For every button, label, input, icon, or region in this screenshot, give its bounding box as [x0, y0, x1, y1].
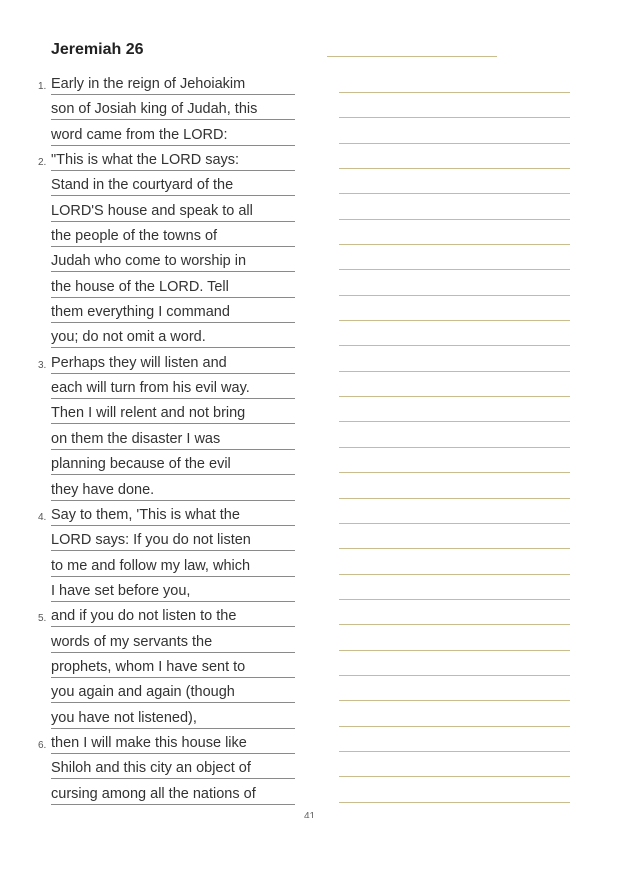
writing-line: [339, 454, 570, 479]
verse-line: [0, 708, 310, 733]
writing-line: [339, 302, 570, 327]
page-title: Jeremiah 26: [51, 41, 144, 58]
verse-line: [0, 150, 310, 175]
verse-line-text: to me and follow my law, which: [51, 557, 295, 577]
verse-line: [0, 682, 310, 707]
verse-line: [0, 758, 310, 783]
writing-line: [339, 758, 570, 783]
verse-line: [0, 99, 310, 124]
verse-line-text: "This is what the LORD says:: [51, 151, 295, 171]
verse-line: [0, 733, 310, 758]
writing-line: [339, 556, 570, 581]
verse-line-text: LORD'S house and speak to all: [51, 202, 295, 222]
title-writing-line: [327, 56, 497, 57]
writing-line: [339, 632, 570, 657]
verse-number: 3.: [38, 359, 47, 371]
verse-line-text: them everything I command: [51, 303, 295, 323]
writing-line: [339, 530, 570, 555]
verse-line: [0, 556, 310, 581]
verse-line-text: the house of the LORD. Tell: [51, 278, 295, 298]
verse-number: 6.: [38, 739, 47, 751]
verse-line-text: they have done.: [51, 481, 295, 501]
writing-practice-column: [339, 74, 570, 809]
verse-number: 1.: [38, 81, 47, 92]
verse-line: [0, 226, 310, 251]
writing-line: [339, 429, 570, 454]
writing-line: [339, 327, 570, 352]
writing-line: [339, 277, 570, 302]
writing-line: [339, 201, 570, 226]
verse-line: [0, 606, 310, 631]
writing-line: [339, 150, 570, 175]
verse-number: 4.: [38, 511, 47, 523]
verse-line-text: planning because of the evil: [51, 455, 295, 475]
writing-line: [339, 480, 570, 505]
writing-line: [339, 226, 570, 251]
verse-line: [0, 581, 310, 606]
verse-line-text: word came from the LORD:: [51, 126, 295, 146]
writing-line: [339, 403, 570, 428]
verse-line-text: Perhaps they will listen and: [51, 354, 295, 374]
verse-line: [0, 327, 310, 352]
verse-line: [0, 784, 310, 809]
verse-line: [0, 125, 310, 150]
writing-line: [339, 708, 570, 733]
verse-text-column: [0, 74, 310, 809]
verse-line: [0, 277, 310, 302]
writing-line: [339, 74, 570, 99]
verse-line-text: Say to them, 'This is what the: [51, 506, 295, 526]
verse-line-text: LORD says: If you do not listen: [51, 531, 295, 551]
verse-line: [0, 454, 310, 479]
verse-line-text: cursing among all the nations of: [51, 785, 295, 805]
verse-line: [0, 505, 310, 530]
writing-line: [339, 175, 570, 200]
page-number: 41: [304, 812, 316, 818]
verse-line-text: Stand in the courtyard of the: [51, 176, 295, 196]
verse-line: [0, 632, 310, 657]
verse-line: [0, 175, 310, 200]
verse-line-text: Judah who come to worship in: [51, 252, 295, 272]
verse-line: [0, 74, 310, 99]
verse-line-text: on them the disaster I was: [51, 430, 295, 450]
verse-line: [0, 378, 310, 403]
verse-line: [0, 480, 310, 505]
verse-line-text: the people of the towns of: [51, 227, 295, 247]
verse-line: [0, 403, 310, 428]
writing-line: [339, 125, 570, 150]
verse-line-text: Shiloh and this city an object of: [51, 759, 295, 779]
writing-line: [339, 353, 570, 378]
writing-line: [339, 606, 570, 631]
verse-line-text: words of my servants the: [51, 633, 295, 653]
verse-line-text: and if you do not listen to the: [51, 607, 295, 627]
verse-line-text: Early in the reign of Jehoiakim: [51, 75, 295, 95]
writing-line: [339, 99, 570, 124]
writing-line: [339, 784, 570, 809]
writing-line: [339, 733, 570, 758]
verse-line: [0, 201, 310, 226]
verse-line-text: you again and again (though: [51, 683, 295, 703]
verse-line: [0, 302, 310, 327]
verse-line-text: you; do not omit a word.: [51, 328, 295, 348]
verse-line-text: Then I will relent and not bring: [51, 404, 295, 424]
writing-line: [339, 251, 570, 276]
verse-line: [0, 353, 310, 378]
writing-line: [339, 505, 570, 530]
verse-line-text: I have set before you,: [51, 582, 295, 602]
verse-line-text: prophets, whom I have sent to: [51, 658, 295, 678]
writing-line: [339, 657, 570, 682]
verse-line: [0, 657, 310, 682]
verse-number: 5.: [38, 613, 47, 625]
verse-line: [0, 429, 310, 454]
writing-line: [339, 378, 570, 403]
verse-line-text: each will turn from his evil way.: [51, 379, 295, 399]
verse-line: [0, 530, 310, 555]
verse-line-text: you have not listened),: [51, 709, 295, 729]
verse-line: [0, 251, 310, 276]
writing-line: [339, 581, 570, 606]
verse-line-text: son of Josiah king of Judah, this: [51, 100, 295, 120]
verse-line-text: then I will make this house like: [51, 734, 295, 754]
verse-number: 2.: [38, 157, 47, 169]
writing-line: [339, 682, 570, 707]
